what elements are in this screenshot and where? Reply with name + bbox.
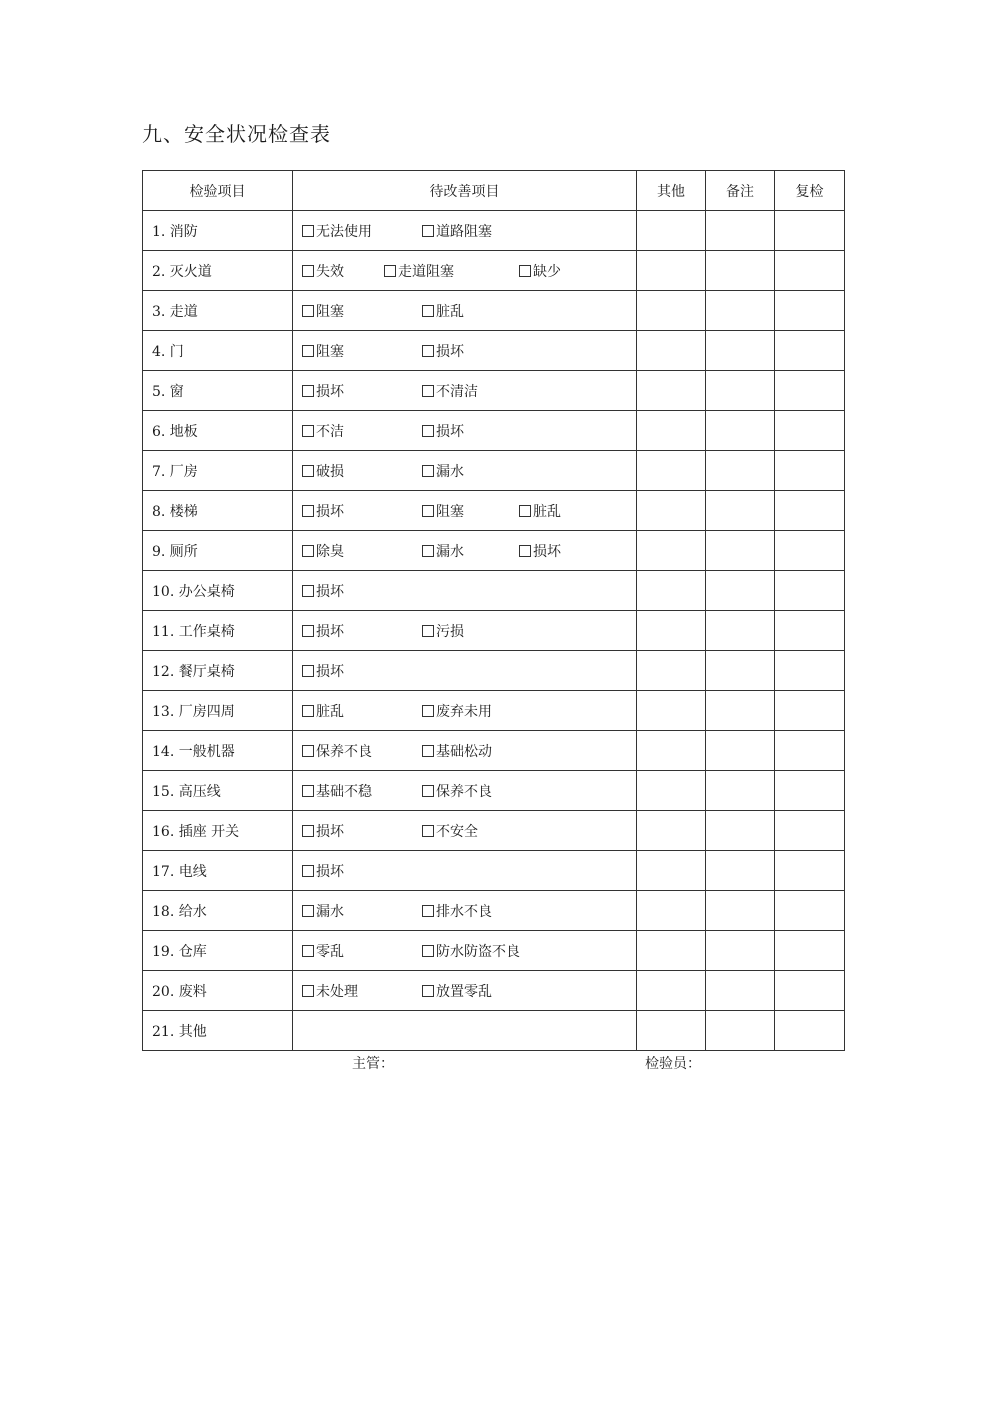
- other-cell[interactable]: [637, 851, 706, 891]
- checkbox-option[interactable]: [519, 541, 561, 561]
- other-cell[interactable]: [637, 211, 706, 251]
- pending-options-cell: [293, 651, 637, 691]
- other-cell[interactable]: [637, 1011, 706, 1051]
- table-row: [143, 571, 845, 611]
- checkbox-icon[interactable]: [519, 265, 531, 277]
- table-row: [143, 291, 845, 331]
- recheck-cell[interactable]: [775, 931, 845, 971]
- table-row: [143, 971, 845, 1011]
- checkbox-icon[interactable]: [302, 425, 314, 437]
- checkbox-icon[interactable]: [302, 345, 314, 357]
- other-cell[interactable]: [637, 491, 706, 531]
- pending-options-cell: [293, 971, 637, 1011]
- checkbox-icon[interactable]: [422, 785, 434, 797]
- remark-cell[interactable]: [706, 811, 775, 851]
- table-row: [143, 211, 845, 251]
- checkbox-option[interactable]: [422, 301, 464, 321]
- checkbox-label: 阻塞: [316, 343, 344, 360]
- checkbox-icon[interactable]: [302, 785, 314, 797]
- recheck-cell[interactable]: [775, 611, 845, 651]
- remark-cell[interactable]: [706, 931, 775, 971]
- checkbox-icon[interactable]: [302, 225, 314, 237]
- recheck-cell[interactable]: [775, 531, 845, 571]
- pending-options-cell: [293, 371, 637, 411]
- checkbox-label: 损坏: [436, 343, 464, 360]
- inspection-item: 16. 插座 开关: [143, 811, 293, 851]
- checkbox-icon[interactable]: [422, 985, 434, 997]
- table-row: [143, 851, 845, 891]
- checkbox-option[interactable]: [302, 501, 344, 521]
- table-row: [143, 331, 845, 371]
- checkbox-label: 污损: [436, 623, 464, 640]
- checkbox-icon[interactable]: [302, 745, 314, 757]
- recheck-cell[interactable]: [775, 651, 845, 691]
- other-cell[interactable]: [637, 771, 706, 811]
- checkbox-icon[interactable]: [422, 905, 434, 917]
- inspection-item: 3. 走道: [143, 291, 293, 331]
- checkbox-icon[interactable]: [422, 825, 434, 837]
- recheck-cell[interactable]: [775, 851, 845, 891]
- remark-cell[interactable]: [706, 851, 775, 891]
- table-row: [143, 491, 845, 531]
- checkbox-option[interactable]: [422, 901, 492, 921]
- checkbox-label: 放置零乱: [436, 983, 492, 1000]
- checkbox-option[interactable]: [302, 901, 344, 921]
- other-cell[interactable]: [637, 691, 706, 731]
- remark-cell[interactable]: [706, 411, 775, 451]
- checkbox-label: 破损: [316, 463, 344, 480]
- pending-options-cell: [293, 291, 637, 331]
- checkbox-icon[interactable]: [384, 265, 396, 277]
- checkbox-label: 走道阻塞: [398, 263, 454, 280]
- pending-options-cell: [293, 251, 637, 291]
- pending-options-cell: [293, 771, 637, 811]
- other-cell[interactable]: [637, 891, 706, 931]
- remark-cell[interactable]: [706, 491, 775, 531]
- checkbox-label: 漏水: [436, 463, 464, 480]
- checkbox-label: 损坏: [533, 543, 561, 560]
- pending-options-cell: [293, 571, 637, 611]
- header-recheck: 复检: [775, 171, 845, 211]
- checkbox-label: 阻塞: [316, 303, 344, 320]
- inspection-item: 13. 厂房四周: [143, 691, 293, 731]
- checkbox-label: 损坏: [316, 583, 344, 600]
- recheck-cell[interactable]: [775, 451, 845, 491]
- checkbox-icon[interactable]: [422, 705, 434, 717]
- checkbox-option[interactable]: [422, 701, 492, 721]
- recheck-cell[interactable]: [775, 571, 845, 611]
- checkbox-label: 损坏: [436, 423, 464, 440]
- inspection-item: 20. 废料: [143, 971, 293, 1011]
- checkbox-option[interactable]: [422, 981, 492, 1001]
- inspection-item: 15. 高压线: [143, 771, 293, 811]
- checkbox-label: 失效: [316, 263, 344, 280]
- pending-options-cell: [293, 691, 637, 731]
- checkbox-label: 基础松动: [436, 743, 492, 760]
- checkbox-option[interactable]: [422, 421, 464, 441]
- other-cell[interactable]: [637, 531, 706, 571]
- checkbox-option[interactable]: [302, 341, 344, 361]
- table-header-row: [143, 171, 845, 211]
- inspection-item: 1. 消防: [143, 211, 293, 251]
- checkbox-icon[interactable]: [302, 465, 314, 477]
- checkbox-icon[interactable]: [302, 825, 314, 837]
- checkbox-label: 损坏: [316, 503, 344, 520]
- other-cell[interactable]: [637, 971, 706, 1011]
- page-title: 九、安全状况检查表: [142, 122, 331, 146]
- checkbox-icon[interactable]: [302, 945, 314, 957]
- recheck-cell[interactable]: [775, 1011, 845, 1051]
- checkbox-option[interactable]: [302, 421, 344, 441]
- pending-options-cell: [293, 491, 637, 531]
- other-cell[interactable]: [637, 411, 706, 451]
- recheck-cell[interactable]: [775, 331, 845, 371]
- pending-options-cell: [293, 531, 637, 571]
- checkbox-label: 损坏: [316, 663, 344, 680]
- header-other: 其他: [637, 171, 706, 211]
- inspection-item: 9. 厕所: [143, 531, 293, 571]
- recheck-cell[interactable]: [775, 891, 845, 931]
- checkbox-icon[interactable]: [422, 425, 434, 437]
- recheck-cell[interactable]: [775, 771, 845, 811]
- remark-cell[interactable]: [706, 291, 775, 331]
- table-row: [143, 731, 845, 771]
- checkbox-icon[interactable]: [302, 585, 314, 597]
- inspection-item: 21. 其他: [143, 1011, 293, 1051]
- inspection-item: 17. 电线: [143, 851, 293, 891]
- checkbox-option[interactable]: [422, 541, 464, 561]
- checkbox-label: 脏乱: [436, 303, 464, 320]
- inspection-item: 18. 给水: [143, 891, 293, 931]
- checkbox-icon[interactable]: [302, 625, 314, 637]
- table-row: [143, 411, 845, 451]
- checkbox-label: 废弃未用: [436, 703, 492, 720]
- pending-options-cell: [293, 211, 637, 251]
- inspection-item: 14. 一般机器: [143, 731, 293, 771]
- pending-options-cell: [293, 611, 637, 651]
- checkbox-option[interactable]: [422, 461, 464, 481]
- checkbox-icon[interactable]: [302, 265, 314, 277]
- checkbox-option[interactable]: [302, 821, 344, 841]
- remark-cell[interactable]: [706, 771, 775, 811]
- other-cell[interactable]: [637, 291, 706, 331]
- checkbox-option[interactable]: [422, 221, 492, 241]
- remark-cell[interactable]: [706, 731, 775, 771]
- checkbox-option[interactable]: [302, 541, 344, 561]
- inspection-item: 6. 地板: [143, 411, 293, 451]
- pending-options-cell: [293, 451, 637, 491]
- table-row: [143, 371, 845, 411]
- checkbox-icon[interactable]: [422, 385, 434, 397]
- checkbox-option[interactable]: [302, 941, 344, 961]
- checkbox-option[interactable]: [422, 341, 464, 361]
- table-row: [143, 251, 845, 291]
- inspection-item: 8. 楼梯: [143, 491, 293, 531]
- table-row: [143, 891, 845, 931]
- checkbox-label: 防水防盗不良: [436, 943, 520, 960]
- inspection-item: 5. 窗: [143, 371, 293, 411]
- checkbox-option[interactable]: [422, 781, 492, 801]
- recheck-cell[interactable]: [775, 251, 845, 291]
- recheck-cell[interactable]: [775, 211, 845, 251]
- checkbox-label: 保养不良: [436, 783, 492, 800]
- checkbox-icon[interactable]: [302, 705, 314, 717]
- remark-cell[interactable]: [706, 371, 775, 411]
- remark-cell[interactable]: [706, 211, 775, 251]
- table-row: [143, 611, 845, 651]
- checkbox-label: 未处理: [316, 983, 358, 1000]
- pending-options-cell: [293, 851, 637, 891]
- remark-cell[interactable]: [706, 611, 775, 651]
- checkbox-option[interactable]: [302, 461, 344, 481]
- table-row: [143, 451, 845, 491]
- remark-cell[interactable]: [706, 571, 775, 611]
- other-cell[interactable]: [637, 611, 706, 651]
- checkbox-option[interactable]: [422, 941, 520, 961]
- other-cell[interactable]: [637, 331, 706, 371]
- inspection-item: 19. 仓库: [143, 931, 293, 971]
- checkbox-option[interactable]: [302, 621, 344, 641]
- other-cell[interactable]: [637, 651, 706, 691]
- checkbox-icon[interactable]: [422, 745, 434, 757]
- checkbox-label: 排水不良: [436, 903, 492, 920]
- checkbox-option[interactable]: [302, 301, 344, 321]
- checkbox-option[interactable]: [302, 701, 344, 721]
- checkbox-label: 脏乱: [316, 703, 344, 720]
- checkbox-icon[interactable]: [422, 505, 434, 517]
- checkbox-icon[interactable]: [519, 505, 531, 517]
- checkbox-icon[interactable]: [422, 465, 434, 477]
- table-row: [143, 691, 845, 731]
- pending-options-cell: [293, 931, 637, 971]
- checkbox-label: 漏水: [436, 543, 464, 560]
- checkbox-option[interactable]: [519, 501, 561, 521]
- remark-cell[interactable]: [706, 531, 775, 571]
- table-row: [143, 1011, 845, 1051]
- checkbox-option[interactable]: [422, 621, 464, 641]
- inspection-item: 12. 餐厅桌椅: [143, 651, 293, 691]
- checkbox-icon[interactable]: [422, 225, 434, 237]
- checkbox-label: 阻塞: [436, 503, 464, 520]
- inspection-item: 2. 灭火道: [143, 251, 293, 291]
- remark-cell[interactable]: [706, 651, 775, 691]
- recheck-cell[interactable]: [775, 291, 845, 331]
- checkbox-icon[interactable]: [302, 665, 314, 677]
- table-row: [143, 651, 845, 691]
- checkbox-icon[interactable]: [519, 545, 531, 557]
- pending-options-cell: [293, 731, 637, 771]
- checkbox-label: 不洁: [316, 423, 344, 440]
- remark-cell[interactable]: [706, 331, 775, 371]
- remark-cell[interactable]: [706, 691, 775, 731]
- checkbox-option[interactable]: [302, 661, 344, 681]
- checkbox-option[interactable]: [302, 861, 344, 881]
- pending-options-cell: [293, 411, 637, 451]
- checkbox-label: 漏水: [316, 903, 344, 920]
- remark-cell[interactable]: [706, 1011, 775, 1051]
- inspection-item: 10. 办公桌椅: [143, 571, 293, 611]
- checkbox-label: 除臭: [316, 543, 344, 560]
- table-row: [143, 931, 845, 971]
- checkbox-option[interactable]: [422, 821, 478, 841]
- remark-cell[interactable]: [706, 451, 775, 491]
- header-item: 检验项目: [143, 171, 293, 211]
- checkbox-icon[interactable]: [422, 545, 434, 557]
- pending-options-cell: [293, 811, 637, 851]
- inspector-label: 检验员：: [645, 1056, 701, 1072]
- table-row: [143, 811, 845, 851]
- remark-cell[interactable]: [706, 891, 775, 931]
- table-body: [143, 211, 845, 1051]
- checkbox-option[interactable]: [384, 261, 454, 281]
- checkbox-icon[interactable]: [422, 305, 434, 317]
- checkbox-icon[interactable]: [302, 385, 314, 397]
- safety-check-table: [142, 170, 845, 1051]
- inspection-item: 4. 门: [143, 331, 293, 371]
- checkbox-option[interactable]: [302, 781, 372, 801]
- header-pending: 待改善项目: [293, 171, 637, 211]
- checkbox-icon[interactable]: [302, 305, 314, 317]
- other-cell[interactable]: [637, 251, 706, 291]
- recheck-cell[interactable]: [775, 971, 845, 1011]
- checkbox-label: 缺少: [533, 263, 561, 280]
- other-cell[interactable]: [637, 811, 706, 851]
- checkbox-option[interactable]: [302, 981, 358, 1001]
- recheck-cell[interactable]: [775, 691, 845, 731]
- checkbox-icon[interactable]: [422, 945, 434, 957]
- checkbox-label: 基础不稳: [316, 783, 372, 800]
- checkbox-icon[interactable]: [302, 865, 314, 877]
- checkbox-option[interactable]: [302, 261, 344, 281]
- pending-options-cell: [293, 891, 637, 931]
- checkbox-label: 道路阻塞: [436, 223, 492, 240]
- checkbox-icon[interactable]: [302, 505, 314, 517]
- checkbox-label: 保养不良: [316, 743, 372, 760]
- inspection-item: 7. 厂房: [143, 451, 293, 491]
- checkbox-label: 脏乱: [533, 503, 561, 520]
- other-cell[interactable]: [637, 731, 706, 771]
- table-row: [143, 771, 845, 811]
- table-row: [143, 531, 845, 571]
- checkbox-icon[interactable]: [302, 985, 314, 997]
- checkbox-label: 零乱: [316, 943, 344, 960]
- checkbox-label: 损坏: [316, 623, 344, 640]
- checkbox-icon[interactable]: [422, 345, 434, 357]
- checkbox-option[interactable]: [302, 581, 344, 601]
- checkbox-option[interactable]: [302, 221, 372, 241]
- checkbox-icon[interactable]: [302, 905, 314, 917]
- other-cell[interactable]: [637, 931, 706, 971]
- other-cell[interactable]: [637, 451, 706, 491]
- recheck-cell[interactable]: [775, 811, 845, 851]
- other-cell[interactable]: [637, 371, 706, 411]
- other-cell[interactable]: [637, 571, 706, 611]
- checkbox-option[interactable]: [422, 741, 492, 761]
- checkbox-option[interactable]: [422, 381, 478, 401]
- inspection-item: 11. 工作桌椅: [143, 611, 293, 651]
- checkbox-icon[interactable]: [302, 545, 314, 557]
- pending-options-cell: [293, 1011, 637, 1051]
- checkbox-label: 损坏: [316, 863, 344, 880]
- remark-cell[interactable]: [706, 971, 775, 1011]
- pending-options-cell: [293, 331, 637, 371]
- checkbox-label: 损坏: [316, 383, 344, 400]
- checkbox-option[interactable]: [302, 741, 372, 761]
- recheck-cell[interactable]: [775, 491, 845, 531]
- checkbox-label: 不清洁: [436, 383, 478, 400]
- recheck-cell[interactable]: [775, 411, 845, 451]
- checkbox-option[interactable]: [302, 381, 344, 401]
- checkbox-label: 不安全: [436, 823, 478, 840]
- header-remark: 备注: [706, 171, 775, 211]
- recheck-cell[interactable]: [775, 371, 845, 411]
- recheck-cell[interactable]: [775, 731, 845, 771]
- checkbox-icon[interactable]: [422, 625, 434, 637]
- checkbox-option[interactable]: [519, 261, 561, 281]
- remark-cell[interactable]: [706, 251, 775, 291]
- supervisor-label: 主管：: [352, 1056, 394, 1072]
- checkbox-option[interactable]: [422, 501, 464, 521]
- checkbox-label: 损坏: [316, 823, 344, 840]
- checkbox-label: 无法使用: [316, 223, 372, 240]
